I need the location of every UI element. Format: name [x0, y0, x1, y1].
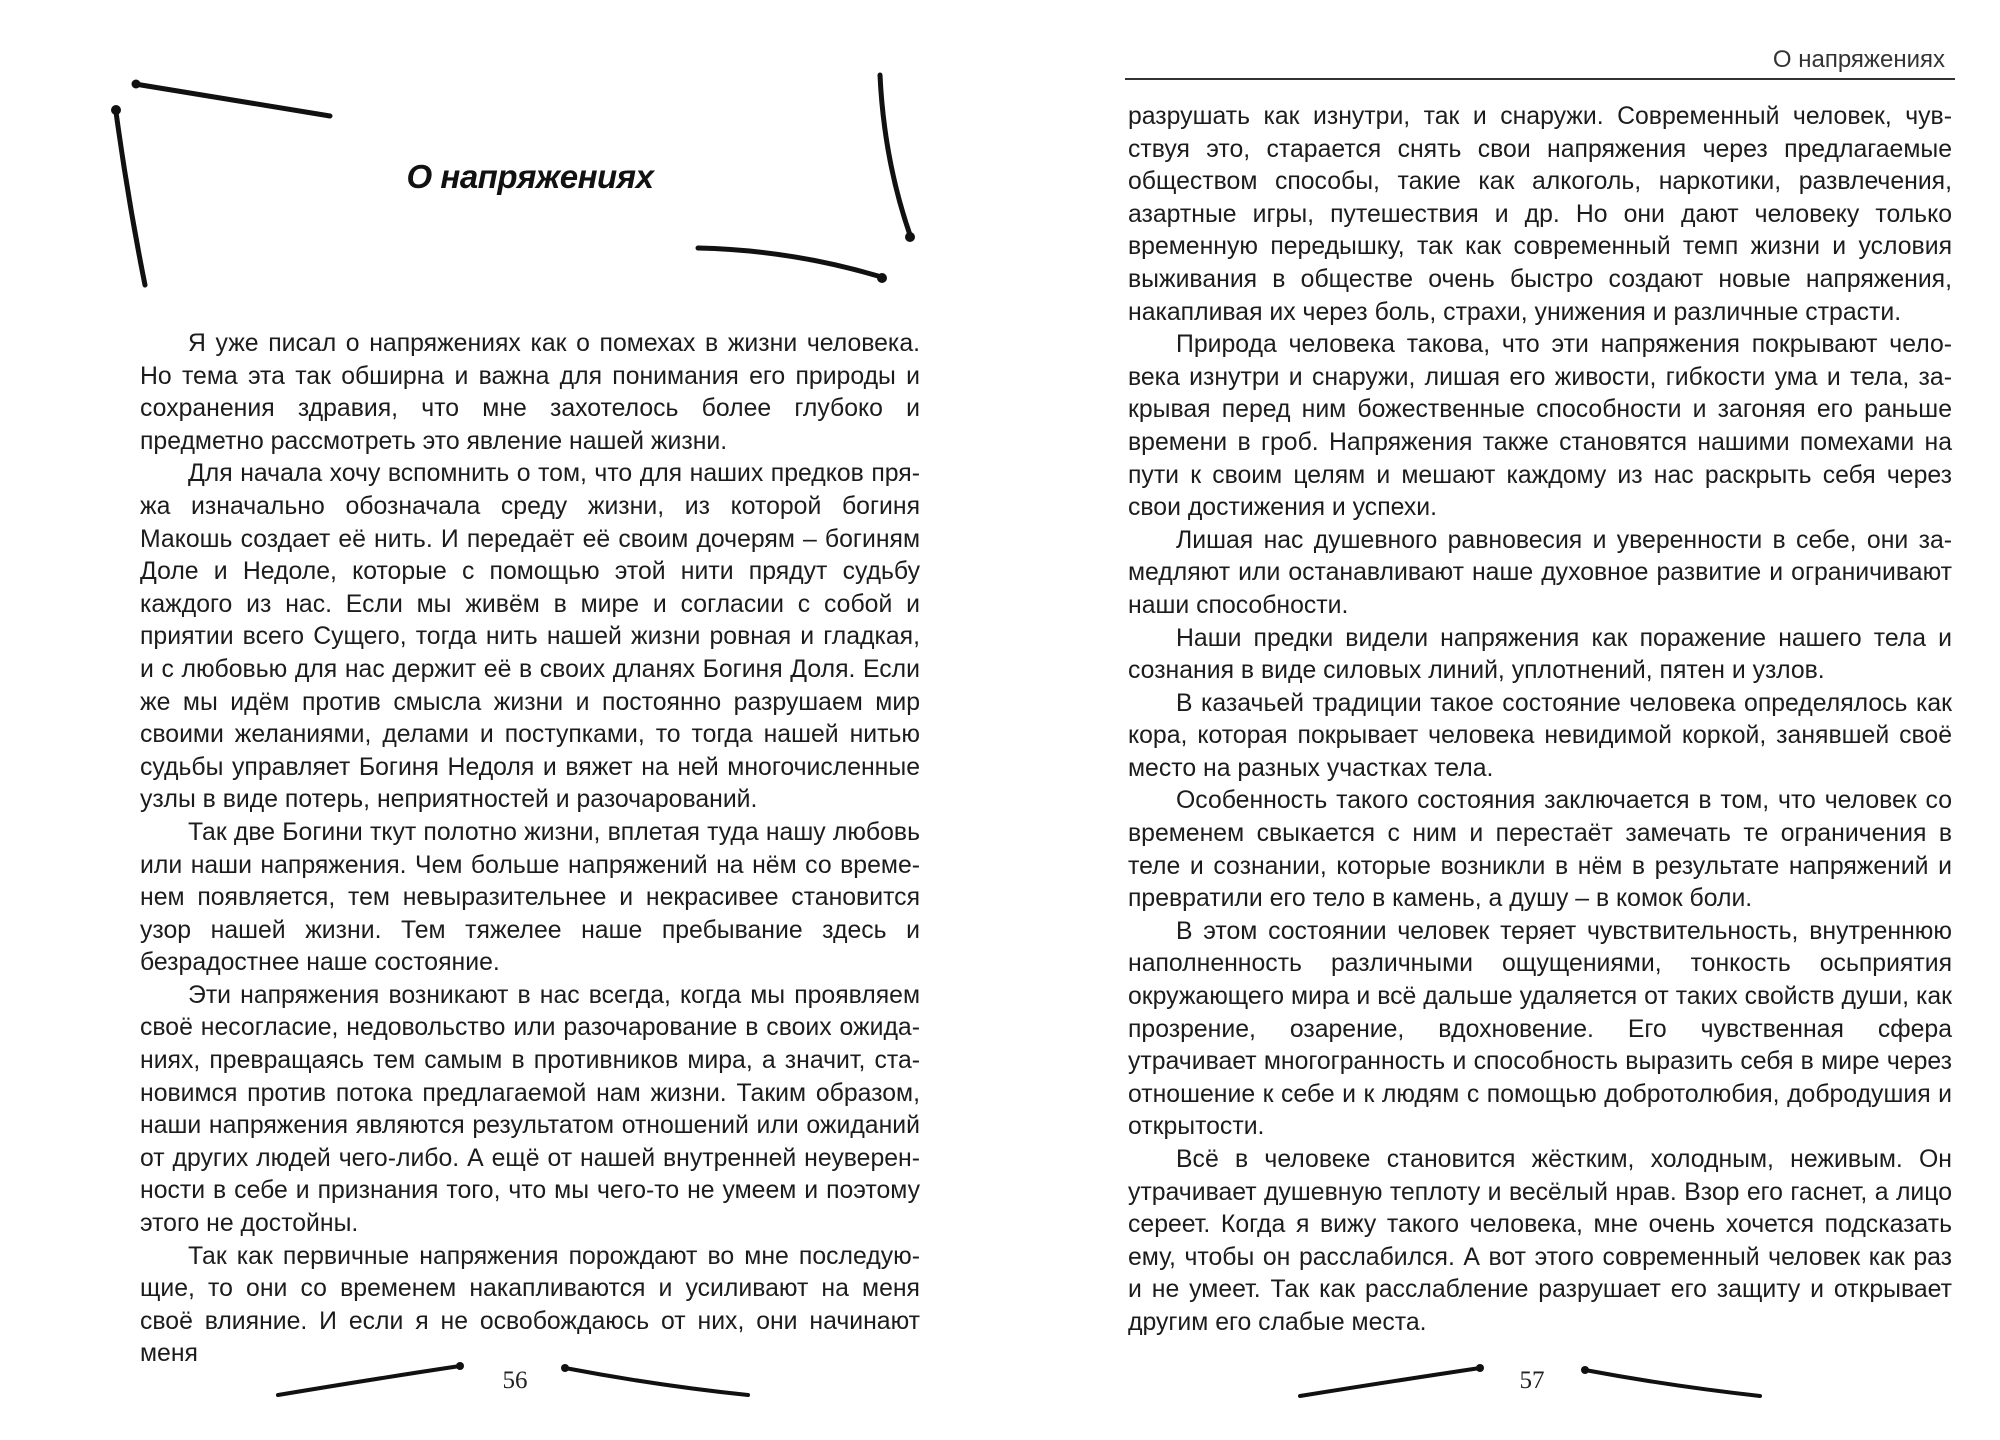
right-page: [1000, 0, 2000, 1440]
paragraph: Для начала хочу вспомнить о том, что для наших предков пряжа изначально обозначала среду жизни, из которой богиня Макошь создает её нить. И передаёт её своим дочерям – богиням Доле и Недоле, которые с помощью этой нити прядут судьбу каждого из нас. Если мы живём в мире и согласии с собой и приятии всего Сущего, тогда нить нашей жизни ровная и гладкая, и с любовью для нас держит её в своих дланях Богиня Доля. Если же мы идём против смысла жизни и постоянно разрушаем мир своими желаниями, делами и поступками, то тогда нашей нитью судьбы управляет Богиня Недоля и вяжет на ней многочисленные узлы в виде потерь, неприятностей и разочарований.: [140, 460, 920, 814]
running-head: О напряжениях: [1772, 46, 1945, 73]
footer-flourish-left: [1300, 1368, 1480, 1396]
paragraph: Наши предки видели напряжения как поражение нашего тела и сознания в виде силовых линий, уплотнений, пятен и узлов.: [1128, 624, 1952, 685]
footer-flourish-right: [1585, 1370, 1760, 1396]
brush-stroke-bottom-right: [698, 248, 878, 276]
brush-knot-top-left: [132, 80, 141, 89]
paragraph: Лишая нас душевного равновесия и уверенности в себе, они замедляют или останавливают наше духовное развитие и ограничивают наши способности.: [1128, 526, 1952, 619]
brush-knot-left-vertical: [111, 105, 121, 115]
brush-stroke-top-left: [135, 84, 330, 116]
brush-stroke-right-vertical: [880, 75, 910, 235]
paragraph: Особенность такого состояния заключается в том, что человек со временем свыкается с ним и перестаёт замечать те ограничения в теле и сознании, которые возникли в нём в результате напряжений и превратили его тело в камень, а душу – в комок боли.: [1128, 787, 1952, 913]
footer-flourish-right: [565, 1368, 748, 1395]
left-body-text: [140, 328, 920, 1371]
footer-knot-left: [1476, 1364, 1484, 1372]
brush-knot-right-vertical: [905, 232, 915, 242]
paragraph: Я уже писал о напряжениях как о помехах в жизни человека. Но тема эта так обширна и важна для понимания его природы и сохранения здравия, что мне захотелось более глубоко и предметно рассмотреть это явление нашей жизни.: [140, 330, 920, 455]
page-number-left: 56: [502, 1367, 528, 1394]
paragraph: Так две Богини ткут полотно жизни, вплетая туда нашу любовь или наши напряжения. Чем больше напряжений на нём со временем появляется, тем невыразительнее и некрасивее становится узор нашей жизни. Тем тяжелее наше пребывание здесь и безрадостнее наше состояние.: [140, 818, 920, 977]
footer-ornament-right: [1000, 0, 2000, 1440]
paragraph: Природа человека такова, что эти напряжения покрывают человека изнутри и снаружи, лишая его живости, гибкости ума и тела, закрывая перед ним божественные способности и загоняя его раньше времени в гроб. Напряжения также становятся нашими помехами на пути к своим целям и мешают каждому из нас раскрыть себя через свои достижения и успехи.: [1128, 331, 1952, 522]
chapter-title: О напряжениях: [406, 158, 654, 195]
page-number-right: 57: [1519, 1367, 1545, 1394]
paragraph: В казачьей традиции такое состояние человека определялось как кора, которая покрывает человека невидимой коркой, занявшей своё место на разных участках тела.: [1128, 689, 1952, 782]
paragraph: Всё в человеке становится жёстким, холодным, неживым. Он утрачивает душевную теплоту и весёлый нрав. Взор его гаснет, а лицо сереет. Когда я вижу такого человека, мне очень хочется подсказать ему, чтобы он расслабился. А вот этого современный человек как раз и не умеет. Так как расслабление разрушает его защиту и открывает другим его слабые места.: [1128, 1146, 1952, 1336]
paragraph: Эти напряжения возникают в нас всегда, когда мы проявляем своё несогласие, недовольство или разочарование в своих ожиданиях, превращаясь тем самым в противников мира, а значит, становимся против потока предлагаемой нам жизни. Таким образом, наши напряжения являются результатом отношений или ожиданий от других людей чего-либо. А ещё от нашей внутренней неуверенности в себе и признания того, что мы чего-то не умеем и поэтому этого не достойны.: [140, 981, 920, 1238]
brush-knot-bottom-right: [877, 273, 887, 283]
brush-stroke-left-vertical: [116, 112, 145, 285]
paragraph-continuation: разрушать как изнутри, так и снаружи. Современный человек, чувствуя это, старается снять свои напряжения через предлагаемые обществом способы, такие как алкоголь, наркотики, развлечения, азартные игры, путешествия и др. Но они дают человеку только временную передышку, так как современный темп жизни и условия выживания в обществе очень быстро создают новые напряжения, накапливая их через боль, страхи, унижения и различные страсти.: [1128, 103, 1952, 326]
footer-knot-right: [1581, 1366, 1589, 1374]
paragraph: Так как первичные напряжения порождают во мне последующие, то они со временем накапливаются и усиливают на меня своё влияние. И если я не освобождаюсь от них, они начинают меня: [140, 1242, 920, 1368]
paragraph: В этом состоянии человек теряет чувствительность, внутреннюю наполненность различными ощущениями, тонкость осьприятия окружающего мира и всё дальше удаляется от таких свойств души, как прозрение, озарение, вдохновение. Его чувственная сфера утрачивает многогранность и способность выразить себя в мире через отношение к себе и к людям с помощью добротолюбия, добродушия и открытости.: [1128, 917, 1952, 1141]
